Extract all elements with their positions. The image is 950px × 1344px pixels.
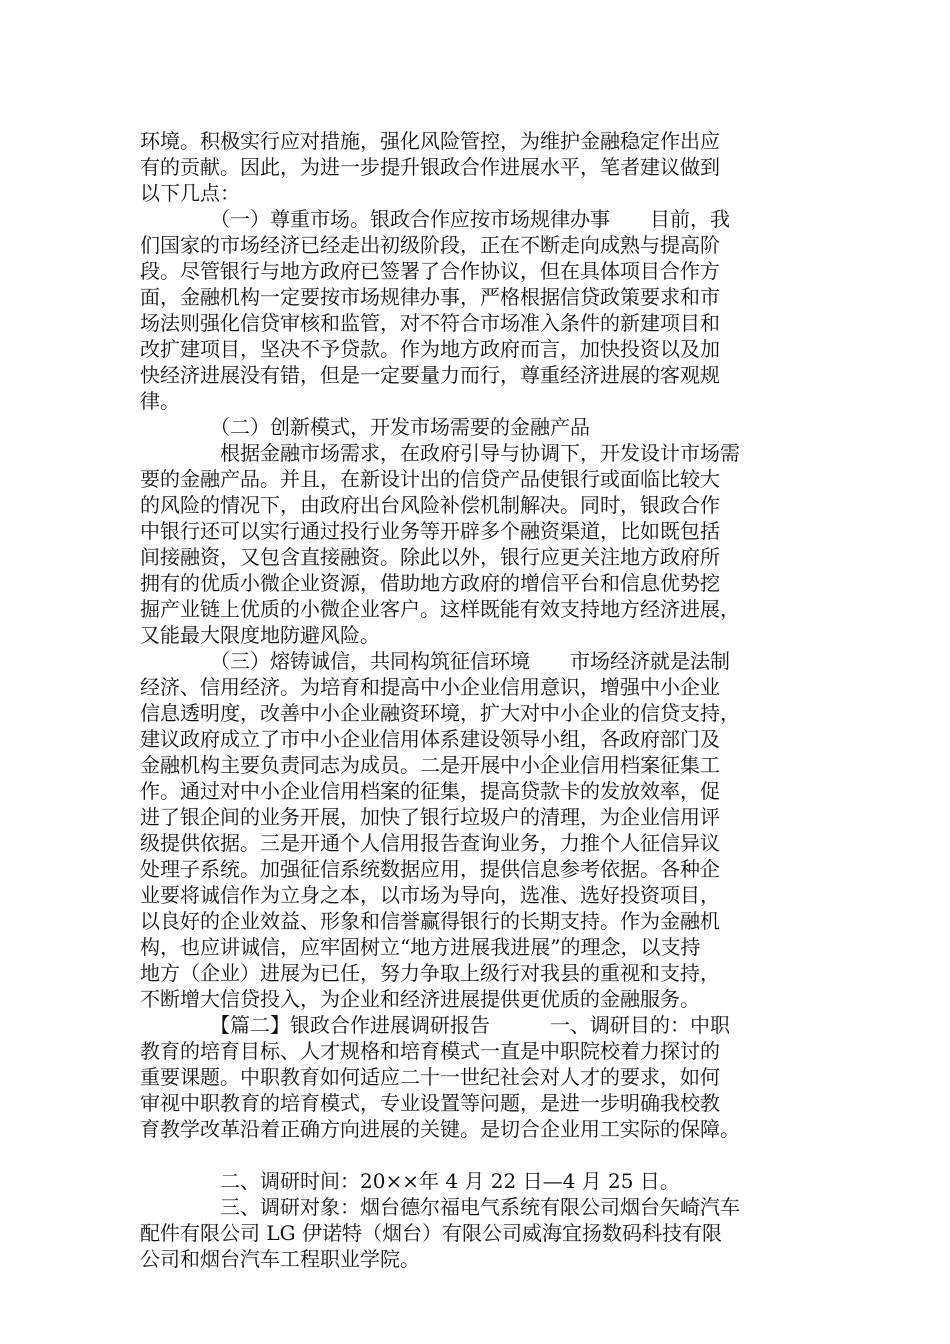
text-line: 构，也应讲诚信，应牢固树立“地方进展我进展”的理念，以支持 <box>140 935 701 959</box>
text-line: 有的贡献。因此，为进一步提升银政合作进展水平，笔者建议做到 <box>140 155 720 179</box>
text-line: 段。尽管银行与地方政府已签署了合作协议，但在具体项目合作方 <box>140 259 720 283</box>
text-line: 二、调研时间：20××年 4 月 22 日—4 月 25 日。 <box>140 1169 680 1193</box>
text-line: （一）尊重市场。银政合作应按市场规律办事 目前，我 <box>140 207 730 231</box>
text-line: 建议政府成立了市中小企业信用体系建设领导小组，各政府部门及 <box>140 727 720 751</box>
text-line: 根据金融市场需求，在政府引导与协调下，开发设计市场需 <box>140 441 740 465</box>
text-line: 育教学改革沿着正确方向进展的关键。是切合企业用工实际的保障。 <box>140 1117 740 1141</box>
text-line: 三、调研对象：烟台德尔福电气系统有限公司烟台矢崎汽车 <box>140 1195 740 1219</box>
text-line: 又能最大限度地防避风险。 <box>140 623 380 647</box>
text-line: 业要将诚信作为立身之本，以市场为导向，选准、选好投资项目， <box>140 883 720 907</box>
text-line: 级提供依据。三是开通个人信用报告查询业务，力推个人征信异议 <box>140 831 720 855</box>
text-line: 改扩建项目，坚决不予贷款。作为地方政府而言，加快投资以及加 <box>140 337 720 361</box>
text-line: 以良好的企业效益、形象和信誉赢得银行的长期支持。作为金融机 <box>140 909 720 933</box>
text-line: 要的金融产品。并且，在新设计出的信贷产品使银行或面临比较大 <box>140 467 720 491</box>
text-line: 面，金融机构一定要按市场规律办事，严格根据信贷政策要求和市 <box>140 285 720 309</box>
text-line: 环境。积极实行应对措施，强化风险管控，为维护金融稳定作出应 <box>140 129 720 153</box>
text-line: （三）熔铸诚信，共同构筑征信环境 市场经济就是法制 <box>140 649 730 673</box>
text-line: 公司和烟台汽车工程职业学院。 <box>140 1247 420 1271</box>
text-line: 金融机构主要负责同志为成员。二是开展中小企业信用档案征集工 <box>140 753 720 777</box>
text-line: 们国家的市场经济已经走出初级阶段，正在不断走向成熟与提高阶 <box>140 233 720 257</box>
text-line: 配件有限公司 LG 伊诺特（烟台）有限公司威海宜扬数码科技有限 <box>140 1221 722 1245</box>
text-line: 进了银企间的业务开展，加快了银行垃圾户的清理，为企业信用评 <box>140 805 720 829</box>
text-line: 律。 <box>140 389 180 413</box>
text-line: （二）创新模式，开发市场需要的金融产品 <box>140 415 590 439</box>
blank-line <box>140 1142 820 1168</box>
text-line: 间接融资，又包含直接融资。除此以外，银行应更关注地方政府所 <box>140 545 720 569</box>
text-line: 处理子系统。加强征信系统数据应用，提供信息参考依据。各种企 <box>140 857 720 881</box>
text-line: 信息透明度，改善中小企业融资环境，扩大对中小企业的信贷支持， <box>140 701 740 725</box>
text-line: 掘产业链上优质的小微企业客户。这样既能有效支持地方经济进展， <box>140 597 740 621</box>
text-line: 不断增大信贷投入，为企业和经济进展提供更优质的金融服务。 <box>140 987 700 1011</box>
text-line: 场法则强化信贷审核和监管，对不符合市场准入条件的新建项目和 <box>140 311 720 335</box>
text-line: 教育的培育目标、人才规格和培育模式一直是中职院校着力探讨的 <box>140 1039 720 1063</box>
text-line: 的风险的情况下，由政府出台风险补偿机制解决。同时，银政合作 <box>140 493 720 517</box>
text-line: 【篇二】银政合作进展调研报告 一、调研目的：中职 <box>140 1013 730 1037</box>
text-line: 地方（企业）进展为已任，努力争取上级行对我县的重视和支持， <box>140 961 720 985</box>
text-line: 快经济进展没有错，但是一定要量力而行，尊重经济进展的客观规 <box>140 363 720 387</box>
text-line: 经济、信用经济。为培育和提高中小企业信用意识，增强中小企业 <box>140 675 720 699</box>
text-line: 重要课题。中职教育如何适应二十一世纪社会对人才的要求，如何 <box>140 1065 720 1089</box>
text-line: 以下几点： <box>140 181 240 205</box>
text-line: 审视中职教育的培育模式，专业设置等问题，是进一步明确我校教 <box>140 1091 720 1115</box>
text-line: 中银行还可以实行通过投行业务等开辟多个融资渠道，比如既包括 <box>140 519 720 543</box>
text-line: 作。通过对中小企业信用档案的征集，提高贷款卡的发放效率，促 <box>140 779 720 803</box>
text-line: 拥有的优质小微企业资源，借助地方政府的增信平台和信息优势挖 <box>140 571 720 595</box>
